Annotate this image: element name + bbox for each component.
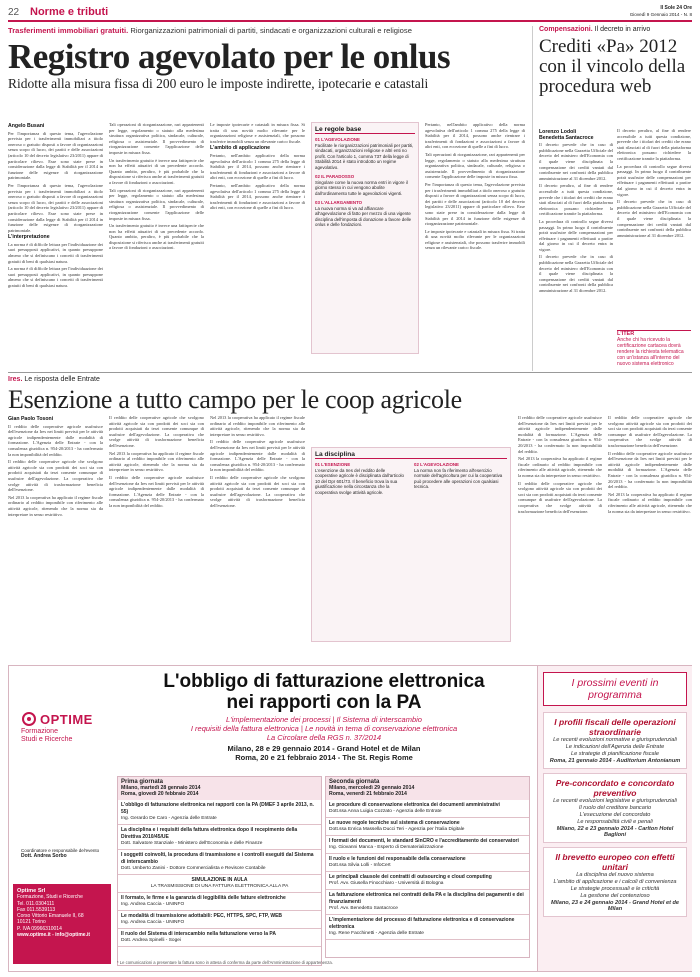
programme-item <box>118 850 321 875</box>
ad-venue-2: Roma, 20 e 21 febbraio 2014 - The St. Regis Rome <box>235 753 413 762</box>
programme-item <box>326 890 529 915</box>
ad-sub-3: La Circolare della RGS n. 37/2014 <box>266 733 382 742</box>
event-card[interactable] <box>543 773 687 843</box>
headline: Registro agevolato per le onlus <box>8 37 451 76</box>
kicker-text: Il decreto in arrivo <box>594 26 651 33</box>
paragraph: Pertanto, nell'ambito applicativo della norma agevolativa dell'articolo 1 comma 275 della legge di Stabilità per il 2014, possono anche rientrare i trasferimenti di fondazioni e associazioni a favore di altri enti, con eccezione di quelle a fini di lucro. <box>425 122 525 150</box>
article-kicker <box>8 376 692 383</box>
paragraph: Per l'importanza di questo tema, l'agevolazione prevista per i trasferimenti immobiliari a titolo oneroso o gratuito disposti a favore di organizzazioni senza scopo di lucro, dei partiti e delle associazioni (articolo 10 del decreto legislativo 23/2011) appare di particolare rilievo. Esse sono state prese in considerazione dalla legge di Stabilità per il 2014 in funzione delle esigenze di riorganizzazione patrimoniale. <box>425 181 525 227</box>
paragraph: Pertanto, nell'ambito applicativo della norma agevolativa dell'articolo 1 comma 275 della legge di Stabilità per il 2014, possono anche rientrare i trasferimenti di fondazioni e associazioni a favore di altri enti, con eccezione di quelle a fini di lucro. <box>210 182 305 211</box>
optime-logo <box>21 711 111 744</box>
paragraph: La norma è di difficile lettura per l'individuazione dei suoi presupposti applicativi, in quanto presuppone almeno che si definiscano i concetti di trasferimenti gratuiti di beni di qualsiasi natura. <box>8 241 103 264</box>
programme-item <box>326 836 529 854</box>
column-1 <box>539 128 613 366</box>
event-title: I profili fiscali delle operazioni straordinarie <box>554 717 676 737</box>
event-date: Milano, 23 e 24 gennaio 2014 - Grand Hotel et de Milan <box>550 900 680 912</box>
column-1 <box>8 122 103 347</box>
column-2 <box>617 128 691 328</box>
paragraph: Nel 2013 la cooperativa ha applicato il regime fiscale ordinario al reddito imponibile con riferimento alle attività agricole, ritenendo che la norma sia da interpretare in senso restrittivo. <box>8 494 103 517</box>
ad-footnote: * Le comunicazioni a presentare la fattura sono in attesa di conferma da parte dell'Amministrazione di appartenenza. <box>117 960 333 965</box>
item-title: Le principali clausole dei contratti di outsourcing e cloud computing <box>329 873 492 880</box>
item-title: L'implementazione del processo di fatturazione elettronica e di conservazione elettronica <box>329 916 515 930</box>
item-title: L'obbligo di fatturazione elettronica nei rapporti con la PA (DMEF 3 aprile 2013, n. 55) <box>121 801 314 815</box>
paragraph: Il decreto peraltro, al fine di rendere accessibile a tutti questa condizione, prevede che i titolari dei crediti che erano stati rilasciati al di fuori della piattaforma elettronica possano richiedere la certificazione tramite la piattaforma. <box>617 128 691 161</box>
ad-sub-2: I requisiti della fattura elettronica | Le novità in tema di conservazione elettronica <box>190 724 458 733</box>
sidebar-head: L'ESENZIONE <box>321 462 351 467</box>
event-line: Le recenti evoluzioni legislative e giurisprudenziali <box>553 798 677 804</box>
paragraph: Tali operazioni di riorganizzazione, rari appartenenti per legge, regolamento o statuto alla medesima struttura organizzativa politica, sindacale, culturale, religiosa o assistenziale. Il provvedimento di riorganizzazione consente l'applicazione delle imposte in misura fissa. <box>109 122 204 155</box>
headline: Crediti «Pa» 2012 con il vincolo della procedura web <box>539 36 686 97</box>
sidebar-number: 01 <box>315 462 320 467</box>
paragraph: Il reddito delle cooperative agricole usufruisce dell'esenzione da Ires nei limiti previsti per le attività agricole indipendentemente dalle modalità di formazione. L'Agenzia delle Entrate - con la consulenza giuridica n. 954-20/2013 - ha confermato la non imponibilità del reddito. <box>109 474 204 508</box>
paragraph: Tali operazioni di riorganizzazione, rari appartenenti per legge, regolamento o statuto alla medesima struttura organizzativa politica, sindacale, culturale, religiosa o assistenziale. Il provvedimento di riorganizzazione consente l'applicazione delle imposte in misura fissa. <box>109 187 204 221</box>
page-header <box>8 5 692 22</box>
contact-box <box>13 884 111 964</box>
article-crediti-pa <box>532 26 692 371</box>
column-2 <box>109 415 204 659</box>
event-line: La disciplina del nuovo sistema <box>576 872 654 878</box>
sidebar-title: La disciplina <box>315 451 507 459</box>
paragraph: Il decreto prevede che in caso di pubblicazione nella Gazzetta Ufficiale del decreto del ministero dell'Economia con il quale viene disciplinata la compensazione dei crediti vantati dal contribuente nei confronti della pubblica amministrazione al 31 dicembre 2012. <box>539 142 613 181</box>
kicker-text: Riorganizzazioni patrimoniali di partiti, sindacati e organizzazioni culturali e religiose <box>130 26 412 35</box>
paragraph: Il decreto peraltro, al fine di rendere accessibile a tutti questa condizione, prevede che i titolari dei crediti che erano stati rilasciati al di fuori della piattaforma elettronica possano richiedere la certificazione tramite la piattaforma. <box>539 183 613 217</box>
event-line: Le strategie processuali e le criticità <box>570 886 660 892</box>
item-speaker: Ing. Gerardo De Caro - Agenzia delle Entrate <box>121 815 217 821</box>
byline: Lorenzo Lodoli Benedetta Santacroce <box>539 129 594 141</box>
advertisement <box>8 665 692 972</box>
paragraph: La procedura di controllo segue diversi passaggi. In primo luogo il contribuente potrà usufruire delle compensazioni per effettuare i pagamenti effettuati a partire dal giorno in cui il decreto entra in vigore. <box>617 163 691 197</box>
item-title: I formati dei documenti, le standard SinCRO e l'accreditamento dei conservatori <box>329 837 519 844</box>
paragraph: Il reddito delle cooperative agricole usufruisce dell'esenzione da Ires nei limiti previsti per le attività agricole indipendentemente dalle modalità di formazione. L'Agenzia delle Entrate - con la consulenza giuridica n. 954-20/2013 - ha confermato la non imponibilità del reddito. <box>608 450 692 490</box>
programme-item <box>118 911 321 929</box>
contact-line: Tel. 011.0304111 <box>17 900 55 907</box>
event-card[interactable] <box>543 847 687 917</box>
item-speaker: Dott. Andrea Spinelli - Sogei <box>121 937 181 943</box>
paragraph: Nel 2013 la cooperativa ha applicato il regime fiscale ordinario al reddito imponibile con riferimento alle attività agricole, ritenendo che la norma sia da interpretare in senso restrittivo. <box>109 450 204 473</box>
kicker-tag: Trasferimenti immobiliari gratuiti. <box>8 26 129 35</box>
sidebar-number: 02 <box>315 174 320 179</box>
subhead: L'ambito di applicazione <box>210 145 271 152</box>
byline: Gian Paolo Tosoni <box>8 416 54 422</box>
event-card[interactable] <box>543 712 687 769</box>
column-5 <box>518 415 602 659</box>
article-coop-agricole <box>8 372 692 662</box>
programme-item <box>118 800 321 825</box>
item-title: Il ruolo e le funzioni del responsabile della conservazione <box>329 855 466 862</box>
paragraph: Il reddito delle cooperative agricole che svolgono attività agricole sia con prodotti dei soci sia con prodotti acquistati da terzi consente comunque di usufruire dell'agevolazione. La cooperativa che svolge attività di trasformazione beneficia dell'esenzione. <box>608 415 692 448</box>
paragraph: Un trasferimento gratuito è invece una fattispecie che non ha effetti attuativi di un precedente accordo. Quanto ambito, peraltro, è più probabile che la disposizione si riferisca anche ai trasferimenti gratuiti a favore di fondazioni o associazioni. <box>109 223 204 251</box>
iter-title: L'ITER <box>617 330 691 337</box>
item-title: I soggetti coinvolti, la procedura di trasmissione e i controlli eseguiti dal Sistema di interscambio <box>121 851 314 865</box>
programme-item <box>326 818 529 836</box>
contact-line: 10121 Torino <box>17 919 46 926</box>
item-speaker: Ing. Rene Facchinetti - Agenzia delle Entrate <box>329 930 424 936</box>
item-title: Il formato, le firme e la garanzia di leggibilità delle fatture elettroniche <box>121 894 286 901</box>
column-2 <box>109 122 204 347</box>
programme-item <box>326 872 529 890</box>
masthead: Il Sole 24 Ore <box>660 5 692 11</box>
item-title: Le nuove regole tecniche sul sistema di conservazione <box>329 819 460 826</box>
sidebar-box <box>311 447 511 642</box>
paragraph: Il reddito delle cooperative agricole che svolgono attività agricole sia con prodotti dei soci sia con prodotti acquistati da terzi consente comunque di usufruire dell'agevolazione. La cooperativa che svolge attività di trasformazione beneficia dell'esenzione. <box>8 459 103 493</box>
sidebar-title: Le regole base <box>315 126 415 134</box>
item-speaker: Prof. Avv. Giusella Finocchiaro - Università di Bologna <box>329 880 444 886</box>
programme-item <box>118 929 321 947</box>
item-title: La disciplina e i requisiti della fattura elettronica dopo il recepimento della Direttiva 2010/45/UE <box>121 826 298 840</box>
events-title: I prossimi eventi in programma <box>543 672 687 706</box>
event-line: Il ruolo del creditore bancario <box>578 805 652 811</box>
column-3 <box>210 415 305 659</box>
sidebar-head: L'AGEVOLAZIONE <box>321 137 360 142</box>
contact-line: P. IVA 09966310014 <box>17 925 62 932</box>
column-5 <box>425 122 525 347</box>
article-kicker <box>8 26 528 35</box>
paragraph: Il reddito delle cooperative agricole usufruisce dell'esenzione da Ires nei limiti previsti per le attività agricole indipendentemente dalle modalità di formazione. L'Agenzia delle Entrate - con la consulenza giuridica n. 954-20/2013 - ha confermato la non imponibilità del reddito. <box>8 423 103 457</box>
column-1 <box>8 415 103 659</box>
sidebar-head: L'AGEVOLAZIONE <box>420 462 459 467</box>
item-title: Le modalità di trasmissione adottabili: PEC, HTTPS, SPC, FTP, WEB <box>121 912 283 919</box>
sidebar-box <box>311 122 419 354</box>
sidebar-item <box>315 137 415 170</box>
item-speaker: Ing. Giovanni Manca - Esperto di Dematerializzazione <box>329 844 444 850</box>
paragraph: Le imposte ipotecarie e catastali in misura fissa. Si tratta di una novità molto rilevante per le organizzazioni religiose e assistenziali, che possono trasferire immobili senza un rilevante carico fiscale. <box>425 228 525 251</box>
paragraph: Il reddito delle cooperative agricole che svolgono attività agricole sia con prodotti dei soci sia con prodotti acquistati da terzi consente comunque di usufruire dell'agevolazione. La cooperativa che svolge attività di trasformazione beneficia dell'esenzione. <box>518 480 602 514</box>
day-title: Seconda giornata <box>329 779 380 785</box>
logo-subtitle: Formazione Studi e Ricerche <box>21 728 73 743</box>
item-speaker: LA TRASMISSIONE DI UNA FATTURA ELETTRONICA ALLA PA <box>150 883 289 889</box>
event-title: Pre-concordato e concordato preventivo <box>555 778 675 798</box>
subhead: L'interpretazione <box>8 234 50 241</box>
event-line: Le strategie di pianificazione fiscale <box>571 751 659 757</box>
item-title: Il ruolo del Sistema di interscambio nella fatturazione verso la PA <box>121 930 276 937</box>
item-speaker: Dott.ssa Silvia Lolli - InfoCert <box>329 862 391 868</box>
event-date: Milano, 22 e 23 gennaio 2014 - Carlton Hotel Baglioni <box>556 826 674 838</box>
paragraph: Il reddito delle cooperative agricole usufruisce dell'esenzione da Ires nei limiti previsti per le attività agricole indipendentemente dalle modalità di formazione. L'Agenzia delle Entrate - con la consulenza giuridica n. 954-20/2013 - ha confermato la non imponibilità del reddito. <box>210 439 305 473</box>
day-title: Prima giornata <box>121 779 164 785</box>
item-title: La fatturazione elettronica nei contratti della PA e la disciplina dei pagamenti e dei finanziamenti <box>329 891 524 905</box>
event-line: Le responsabilità civili e penali <box>577 819 653 825</box>
item-speaker: Ing. Andrea Caccia - UNINFO <box>121 901 185 907</box>
paragraph: Le imposte ipotecarie e catastali in misura fissa. Si tratta di una novità molto rilevante per le organizzazioni religiose e assistenziali, che possono trasferire immobili senza un rilevante carico fiscale. <box>210 122 305 144</box>
contact-company: Optime Srl <box>17 888 46 894</box>
paragraph: La norma è di difficile lettura per l'individuazione dei suoi presupposti applicativi, in quanto presuppone almeno che si definiscano i concetti di trasferimenti gratuiti di beni di qualsiasi natura. <box>8 266 103 289</box>
iter-box <box>617 330 691 370</box>
section-title: Norme e tributi <box>30 6 109 18</box>
programme-day-1 <box>117 776 322 966</box>
events-sidebar <box>537 666 692 971</box>
sidebar-item <box>414 462 507 495</box>
column-3 <box>210 122 305 347</box>
ad-headline-2: nei rapporti con la PA <box>226 692 422 713</box>
contact-line: Corso Vittorio Emanuele II, 68 <box>17 913 84 920</box>
ad-venue-1: Milano, 28 e 29 gennaio 2014 - Grand Hotel et de Milan <box>227 744 421 753</box>
paragraph: Un trasferimento gratuito è invece una fattispecie che non ha effetti attuativi di un precedente accordo. Quanto ambito, peraltro, è più probabile che la disposizione si riferisca anche ai trasferimenti gratuiti a favore di fondazioni o associazioni. <box>109 157 204 185</box>
programme-item <box>118 893 321 911</box>
ad-headline-1: L'obbligo di fatturazione elettronica <box>163 671 485 692</box>
subheadline: Ridotte alla misura fissa di 200 euro le imposte indirette, ipotecarie e catastali <box>8 76 429 91</box>
optime-logo-icon <box>21 711 37 727</box>
article-onlus <box>8 26 528 366</box>
item-speaker: Dott.ssa Enrica Massella Ducci Teri - Agenzia per l'Italia Digitale <box>329 826 465 832</box>
item-title: SIMULAZIONE IN AULA <box>191 876 248 883</box>
paragraph: Il reddito delle cooperative agricole usufruisce dell'esenzione da Ires nei limiti previsti per le attività agricole indipendentemente dalle modalità di formazione. L'Agenzia delle Entrate - con la consulenza giuridica n. 954-20/2013 - ha confermato la non imponibilità del reddito. <box>518 415 602 454</box>
ad-sub-1: L'implementazione dei processi | Il Sistema di interscambio <box>226 715 422 724</box>
paragraph: Il reddito delle cooperative agricole che svolgono attività agricole sia con prodotti dei soci sia con prodotti acquistati da terzi consente comunque di usufruire dell'agevolazione. La cooperativa che svolge attività di trasformazione beneficia dell'esenzione. <box>109 415 204 448</box>
column-6 <box>608 415 692 659</box>
event-line: L'esecuzione del concordato <box>579 812 651 818</box>
issue-date: Giovedì 9 Gennaio 2014 - N. 8 <box>629 12 692 17</box>
sidebar-item <box>315 200 415 228</box>
headline: Esenzione a tutto campo per le coop agricole <box>8 385 462 414</box>
sidebar-item <box>315 174 415 196</box>
paragraph: Tali operazioni di riorganizzazione, rari appartenenti per legge, regolamento o statuto alla medesima struttura organizzativa politica, sindacale, culturale, religiosa o assistenziale. Il provvedimento di riorganizzazione consente l'applicazione delle imposte in misura fissa. <box>425 151 525 180</box>
sidebar-head: IL PARADOSSO <box>321 174 355 179</box>
event-line: La gestione del contenzioso <box>580 893 650 899</box>
event-line: L'ambito di applicazione e i calcoli di convenienza <box>553 879 677 885</box>
coordinator-block <box>21 848 111 859</box>
paragraph: Per l'importanza di questo tema, l'agevolazione prevista per i trasferimenti immobiliari a titolo oneroso o gratuito disposti a favore di organizzazioni senza scopo di lucro, dei partiti e delle associazioni (articolo 10 del decreto legislativo 23/2011) appare di particolare rilievo. Esse sono state prese in considerazione dalla legge di Stabilità per il 2014 in funzione delle esigenze di riorganizzazione patrimoniale. <box>8 182 103 233</box>
ad-headline-block <box>119 671 529 762</box>
contact-line: Formazione, Studi e Ricerche <box>17 894 83 901</box>
paragraph: Per l'importanza di questo tema, l'agevolazione prevista per i trasferimenti immobiliari a titolo oneroso o gratuito disposti a favore di organizzazioni senza scopo di lucro, dei partiti e delle associazioni (articolo 10 del decreto legislativo 23/2011) appare di particolare rilievo. Esse sono state prese in considerazione dalla legge di Stabilità per il 2014 in funzione delle esigenze di riorganizzazione patrimoniale. <box>8 130 103 181</box>
sidebar-number: 03 <box>315 200 320 205</box>
iter-text: Anche chi ha ricevuto la certificazione cartacea dovrà rendere la richiesta telematica con un'istanza all'interno del nuovo sistema elettronico <box>617 337 684 367</box>
paragraph: Il decreto prevede che in caso di pubblicazione nella Gazzetta Ufficiale del decreto del ministero dell'Economia con il quale viene disciplinata la compensazione dei crediti vantati dal contribuente nei confronti della pubblica amministrazione al 31 dicembre 2012. <box>617 199 691 238</box>
kicker-text: Le risposta delle Entrate <box>24 376 100 383</box>
logo-word: OPTIME <box>40 711 93 727</box>
coordinator-name: Dott. Andrea Sorbo <box>21 853 67 859</box>
sidebar-item <box>315 462 408 495</box>
paragraph: Pertanto, nell'ambito applicativo della norma agevolativa dell'articolo 1 comma 275 della legge di Stabilità per il 2014, possono anche rientrare i trasferimenti di fondazioni e associazioni a favore di altri enti, con eccezione di quelle a fini di lucro. <box>210 152 305 181</box>
programme-item <box>326 915 529 940</box>
coordinator-label: Coordinatore e responsabile del'evento <box>21 848 100 853</box>
item-speaker: Dott. Salvatore Stanziale - Ministero dell'Economia e delle Finanze <box>121 840 263 846</box>
event-title: Il brevetto europeo con effetti unitari <box>555 852 675 872</box>
item-title: Le procedure di conservazione elettronica dei documenti amministrativi <box>329 801 500 808</box>
item-speaker: Dott. Umberto Zanini - Dottore Commercialista e Revisore Contabile <box>121 865 266 871</box>
paragraph: Il reddito delle cooperative agricole che svolgono attività agricole sia con prodotti dei soci sia con prodotti acquistati da terzi consente comunque di usufruire dell'agevolazione. La cooperativa che svolge attività di trasformazione beneficia dell'esenzione. <box>210 474 305 508</box>
paragraph: Nel 2013 la cooperativa ha applicato il regime fiscale ordinario al reddito imponibile con riferimento alle attività agricole, ritenendo che la norma sia da interpretare in senso restrittivo. <box>518 456 602 478</box>
paragraph: La procedura di controllo segue diversi passaggi. In primo luogo il contribuente potrà usufruire delle compensazioni per effettuare i pagamenti effettuati a partire dal giorno in cui il decreto entra in vigore. <box>539 218 613 252</box>
programme-day-2 <box>325 776 530 958</box>
byline: Angelo Busani <box>8 123 45 129</box>
sidebar-number: 02 <box>414 462 419 467</box>
programme-item <box>326 854 529 872</box>
programme-item <box>118 825 321 850</box>
paragraph: Nel 2013 la cooperativa ha applicato il regime fiscale ordinario al reddito imponibile con riferimento alle attività agricole, ritenendo che la norma sia da interpretare in senso restrittivo. <box>210 415 305 437</box>
contact-link[interactable]: www.optime.it - info@optime.it <box>17 932 91 939</box>
item-speaker: Ing. Andrea Caccia - UNINFO <box>121 919 185 925</box>
day-dates: Milano, mercoledì 29 gennaio 2014 Roma, venerdì 21 febbraio 2014 <box>329 785 415 798</box>
programme-item-simulation <box>118 875 321 893</box>
contact-line: Fax 011.5539113 <box>17 906 56 913</box>
day-dates: Milano, martedì 28 gennaio 2014 Roma, giovedì 20 febbraio 2014 <box>121 785 201 798</box>
kicker-tag: Ires. <box>8 376 23 383</box>
item-speaker: Prof. Avv. Benedetto Santacroce <box>329 905 398 911</box>
event-line: Le recenti evoluzioni normative e giurisprudenziali <box>553 737 677 743</box>
paragraph: Nel 2013 la cooperativa ha applicato il regime fiscale ordinario al reddito imponibile con riferimento alle attività agricole, ritenendo che la norma sia da interpretare in senso restrittivo. <box>608 491 692 514</box>
paragraph: Il decreto prevede che in caso di pubblicazione nella Gazzetta Ufficiale del decreto del ministero dell'Economia con il quale viene disciplinata la compensazione dei crediti vantati dal contribuente nei confronti della pubblica amministrazione al 31 dicembre 2012. <box>539 254 613 294</box>
sidebar-head: L'ALLARGAMENTO <box>321 200 363 205</box>
sidebar-text: Facilitate le riorganizzazioni patrimoniali per partiti, sindacati, organizzazioni religiose e altri enti no profit. Con l'articolo 1, comma 737 della legge di Stabilità 2014 è stato introdotto un regime agevolativo. <box>315 142 414 170</box>
programme-item <box>326 800 529 818</box>
sidebar-number: 01 <box>315 137 320 142</box>
page-number: 22 <box>8 7 20 18</box>
sidebar-text: L'esenzione da Ires del reddito delle cooperative agricole è disciplinata dall'articolo 10 del Dpr 601/73. Il beneficio trova la sua giustificazione nella circostanza che la cooperativa svolge attività agricole. <box>315 467 404 495</box>
event-line: Le indicazioni dell'Agenzia delle Entrate <box>565 744 665 750</box>
event-date: Roma, 21 gennaio 2014 - Auditorium Antonianum <box>549 758 681 764</box>
item-speaker: Dott.ssa Anna Luigia Cozzato - Agenzia delle Entrate <box>329 808 442 814</box>
sidebar-text: Singolare come la nuova norma entri in vigore il giorno stesso in cui vengono abolite dall'ordinamento tutte le agevolazioni vigenti. <box>315 179 408 196</box>
sidebar-text: La norma non fa riferimento all'esercizio normale dell'agricoltura per cui la cooperativa può procedere alle operazioni con qualsiasi tecnica. <box>414 467 503 489</box>
kicker-tag: Compensazioni. <box>539 26 593 33</box>
sidebar-text: La nuova norma si va ad affiancare all'agevolazione di fatto per mezzo di una vigente disciplina dell'imposta di donazione a favore delle onlus e delle fondazioni. <box>315 205 412 227</box>
article-kicker <box>539 26 692 33</box>
